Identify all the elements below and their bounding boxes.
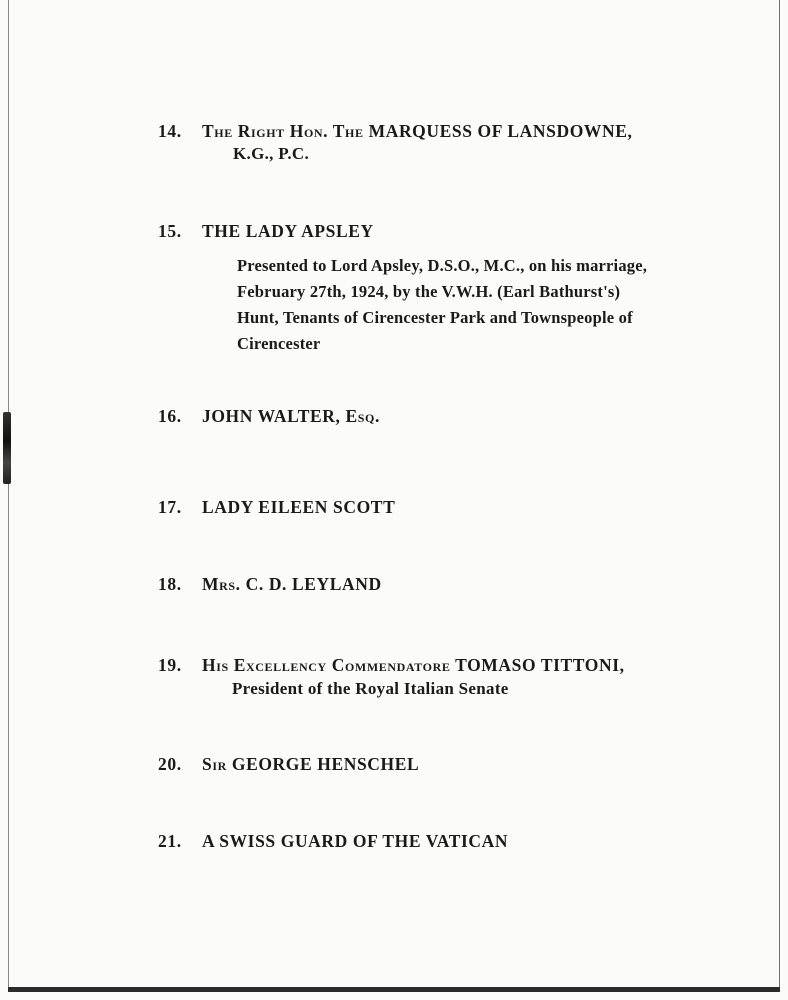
entry-name: JOHN WALTER, [202, 406, 341, 426]
binding-mark [3, 412, 11, 484]
list-item [158, 497, 395, 518]
description-line: Presented to Lord Apsley, D.S.O., M.C., on his marriage, [237, 256, 648, 275]
page-left-border [8, 0, 9, 990]
entry-name: GEORGE HENSCHEL [231, 754, 420, 774]
list-item [158, 574, 382, 595]
entry-continuation: K.G., P.C. [233, 144, 310, 163]
page-right-border [779, 0, 780, 990]
entry-name: A SWISS GUARD OF THE VATICAN [202, 831, 509, 851]
entry-prefix: Mrs. [202, 574, 241, 594]
entry-prefix: The Right Hon. The [202, 121, 364, 141]
entry-name: THE LADY APSLEY [202, 221, 374, 241]
entry-number: 14. [158, 121, 182, 141]
description-line: Hunt, Tenants of Cirencester Park and Townspeople of [237, 308, 633, 327]
entry-continuation: President of the Royal Italian Senate [232, 679, 509, 698]
entry-name: TOMASO TITTONI, [455, 655, 625, 675]
entry-name: MARQUESS OF LANSDOWNE, [368, 121, 633, 141]
entry-description [237, 253, 697, 357]
entry-number: 19. [158, 655, 182, 675]
entry-number: 18. [158, 574, 182, 594]
list-item [158, 831, 508, 852]
entry-name: C. D. LEYLAND [245, 574, 382, 594]
list-item [158, 121, 633, 142]
list-item [158, 655, 625, 676]
entry-number: 15. [158, 221, 182, 241]
entry-number: 21. [158, 831, 182, 851]
entry-prefix: His Excellency Commendatore [202, 655, 451, 675]
list-item [158, 406, 380, 427]
entry-suffix: Esq. [345, 406, 380, 426]
entry-number: 20. [158, 754, 182, 774]
entry-number: 16. [158, 406, 182, 426]
list-item [158, 221, 374, 242]
description-line: February 27th, 1924, by the V.W.H. (Earl Bathurst's) [237, 282, 621, 301]
list-item [158, 754, 419, 775]
entry-number: 17. [158, 497, 182, 517]
entry-name: LADY EILEEN SCOTT [202, 497, 396, 517]
description-line: Cirencester [237, 334, 321, 353]
entry-prefix: Sir [202, 754, 227, 774]
page-bottom-border [8, 987, 780, 992]
